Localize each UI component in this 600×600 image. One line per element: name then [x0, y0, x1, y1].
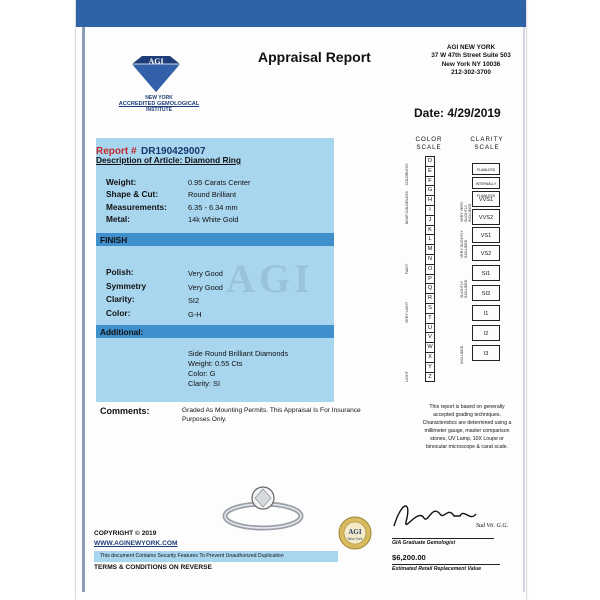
finish-header: FINISH	[100, 235, 128, 245]
diamond-ring-icon	[218, 478, 308, 538]
clarity-grade-cell: I3	[472, 345, 500, 361]
spec-values	[188, 177, 250, 226]
clarity-group-label: VERY SLIGHTLY INCLUDED	[460, 230, 468, 258]
finish-label: Color:	[106, 307, 131, 318]
spec-labels	[106, 176, 167, 225]
ring-photo	[218, 478, 308, 538]
color-group-label: NEAR COLORLESS	[405, 191, 409, 225]
comments-text: Graded As Mounting Permits. This Appraisal Is For Insurance Purposes Only.	[182, 407, 361, 423]
finish-labels	[106, 266, 146, 320]
comments-label: Comments:	[100, 406, 150, 416]
color-grade-cell: I	[425, 205, 435, 216]
color-scale-subtitle: SCALE	[416, 144, 442, 151]
finish-label: Polish:	[106, 267, 134, 277]
finish-values	[188, 267, 223, 321]
seal-letters: AGI	[348, 528, 362, 536]
spec-label: Measurements:	[106, 201, 167, 212]
clarity-scale-header	[468, 136, 506, 152]
address-line-4: 212-302-3700	[451, 69, 491, 77]
price-caption: Estimated Retail Replacement Value	[392, 564, 500, 572]
color-scale-groups	[403, 158, 415, 384]
finish-bar	[96, 233, 334, 246]
clarity-scale-title: CLARITY	[470, 136, 504, 143]
logo-caption-institute: INSTITUTE	[146, 107, 172, 113]
address-line-1: AGI NEW YORK	[446, 44, 496, 51]
signature-caption: GIA Graduate Gemologist	[392, 538, 494, 546]
color-group-label: LIGHT	[405, 370, 409, 382]
seal-subtext: New York	[347, 537, 363, 541]
clarity-grade-cell: SI2	[472, 285, 500, 301]
clarity-grade-cell: VVS2	[472, 209, 500, 225]
additional-line: Clarity: SI	[188, 379, 221, 388]
spec-value: 14k White Gold	[188, 214, 239, 224]
price-value: $6,200.00	[392, 553, 426, 562]
color-grade-cell: O	[425, 264, 435, 275]
website-link[interactable]: WWW.AGINEWYORK.COM	[94, 540, 178, 547]
color-grade-cell: R	[425, 293, 435, 304]
logo-caption-name: ACCREDITED GEMOLOGICAL	[118, 101, 200, 107]
finish-label: Clarity:	[106, 294, 135, 305]
color-grade-cell: V	[425, 332, 435, 343]
color-grade-cell: K	[425, 225, 435, 236]
finish-value: Very Good	[188, 282, 223, 292]
color-grade-cell: M	[425, 244, 435, 255]
appraisal-sheet	[76, 0, 526, 600]
page-title: Appraisal Report	[258, 49, 371, 65]
clarity-scale-groups	[459, 190, 472, 370]
clarity-grade-cell: I1	[472, 305, 500, 321]
address-line-2: 37 W 47th Street Suite 503	[431, 52, 511, 60]
color-grade-cell: E	[425, 166, 435, 177]
color-grade-cell: G	[425, 185, 435, 196]
clarity-grade-cell: INTERNALLY FLAWLESS	[472, 177, 500, 189]
additional-line: Side Round Brilliant Diamonds	[188, 349, 289, 358]
color-grade-cell: S	[425, 303, 435, 314]
color-grade-cell: L	[425, 234, 435, 245]
additional-header: Additional:	[100, 327, 144, 337]
color-group-label: FAINT	[405, 263, 409, 274]
logo-caption	[116, 95, 202, 113]
report-number: DR190429007	[141, 146, 206, 157]
clarity-grade-cell: VS1	[472, 227, 500, 243]
top-band	[76, 0, 526, 27]
agi-seal	[338, 516, 372, 550]
color-grade-cell: F	[425, 176, 435, 187]
report-label: Report #	[96, 146, 137, 157]
article-description: Description of Article: Diamond Ring	[96, 155, 241, 165]
security-notice: This document Contains Security Features To Prevent Unauthorized Duplication	[94, 551, 338, 562]
logo-letters: AGI	[148, 57, 164, 66]
color-grade-cell: W	[425, 342, 435, 353]
finish-label: Symmetry	[106, 280, 147, 291]
signature	[388, 496, 509, 536]
color-grade-cell: Z	[425, 372, 435, 383]
clarity-grade-cell: I2	[472, 325, 500, 341]
copyright: COPYRIGHT © 2019	[94, 530, 157, 537]
watermark: AGI	[226, 256, 314, 301]
color-grade-cell: N	[425, 254, 435, 265]
spec-value: 6.35 - 6.34 mm	[188, 202, 238, 212]
finish-value: Very Good	[188, 269, 223, 278]
spec-label: Shape & Cut:	[106, 189, 159, 200]
color-grade-cell: D	[425, 156, 435, 167]
color-grade-cell: X	[425, 352, 435, 363]
signature-scribble	[388, 496, 509, 536]
logo-caption-city: NEW YORK	[145, 95, 173, 101]
spec-value: 0.95 Carats Center	[188, 178, 251, 187]
color-grade-cell: Q	[425, 283, 435, 294]
color-grade-cell: U	[425, 323, 435, 334]
clarity-scale-subtitle: SCALE	[474, 144, 500, 151]
color-grade-cell: T	[425, 313, 435, 324]
agi-logo	[126, 54, 186, 94]
color-scale-header	[414, 136, 444, 152]
address-line-3: New York NY 10036	[441, 60, 501, 68]
spec-label: Metal:	[106, 213, 130, 224]
clarity-group-label: SLIGHTLY INCLUDED	[460, 279, 468, 298]
color-group-label: VERY LIGHT	[405, 301, 409, 323]
clarity-grade-cell: SI1	[472, 265, 500, 281]
color-grade-cell: H	[425, 195, 435, 206]
color-grade-cell: P	[425, 274, 435, 285]
clarity-grade-cell: VS2	[472, 245, 500, 261]
color-group-label: COLORLESS	[405, 163, 409, 186]
seal-icon	[338, 516, 372, 550]
report-date: Date: 4/29/2019	[414, 106, 501, 120]
address-block	[416, 44, 526, 78]
grading-note: This report is based on generally accepted grading techniques. Characteristics are determined using a millimeter gauge, master comparison stones, UV Lamp, 10X Loupe or binocular microscope & carat scale.	[422, 404, 512, 450]
finish-value: SI2	[188, 296, 200, 306]
additional-details	[188, 349, 288, 389]
diamond-logo-icon	[126, 54, 186, 94]
color-grade-cell: J	[425, 215, 435, 226]
spec-value: Round Brilliant	[188, 190, 237, 200]
additional-line: Weight: 0.55 Cts	[188, 359, 243, 368]
clarity-group-label: INCLUDED	[460, 345, 464, 364]
spec-label: Weight:	[106, 177, 137, 187]
terms-text: TERMS & CONDITIONS ON REVERSE	[94, 564, 212, 571]
additional-line: Color: G	[188, 369, 216, 378]
signature-text: Sud Vti. G.G.	[476, 523, 509, 529]
clarity-grade-cell: FLAWLESS	[472, 163, 500, 175]
clarity-grade-cell: VVS1	[472, 191, 500, 207]
color-grade-cell: Y	[425, 362, 435, 373]
color-scale-title: COLOR	[415, 136, 443, 143]
finish-value: G-H	[188, 309, 202, 319]
clarity-group-label: VERY VERY SLIGHTLY INCLUDED	[460, 201, 472, 222]
